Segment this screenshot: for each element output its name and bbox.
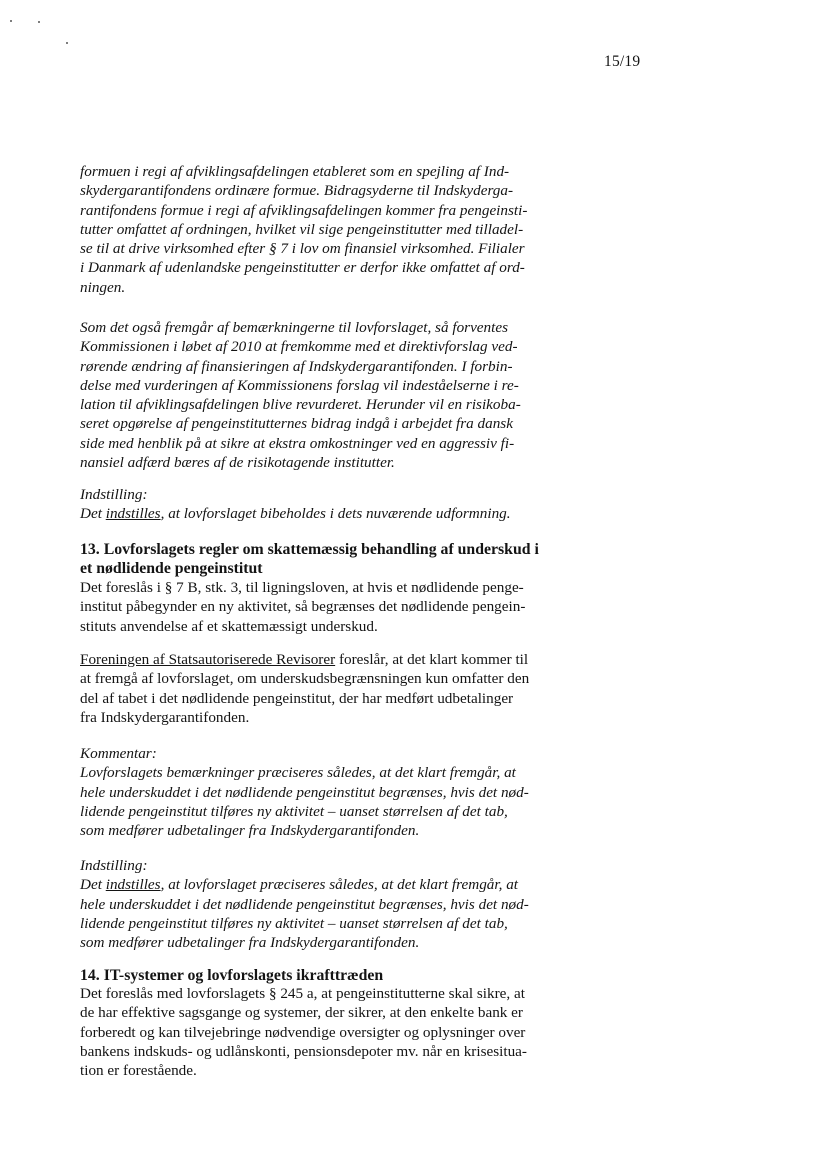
paragraph-text: Som det også fremgår af bemærkningerne til lovforslaget, så forventes Kommissionen i løbet af 2010 at fremkomme med et direktivforslag ved- rørende ændring af finansieringen af Indskydergarantifonden. I forbin- delse med vurderingen af Kommissionens forslag vil indeståelserne i re- lation til afviklingsafdelingen blive revurderet. Herunder vil en risikoba- seret opgørelse af pengeinstitutternes bidrag indgå i arbejdet fra dansk side med henblik på at sikre at ekstra omkostninger ved en aggressiv fi- nansiel adfærd bæres af de risikotagende institutter. (80, 319, 521, 472)
paragraph-text: Det foreslås i § 7 B, stk. 3, til ligningsloven, at hvis et nødlidende penge- institut påbegynder en ny aktivitet, så begrænses det nødlidende pengein- stituts anvendelse af et skattemæssigt underskud. (80, 579, 526, 635)
indstilles-underlined: indstilles (105, 505, 161, 523)
paragraph-text: Det foreslås med lovforslagets § 245 a, at pengeinstitutterne skal sikre, at de har effektive sagsgange og systemer, der sikrer, at den enkelte bank er forberedt og kan tilvejebringe nødvendige oversigter og oplysninger over bankens indskuds- og udlånskonti, pensionsdepoter mv. når en krisesitua- tion er forestående. (80, 985, 527, 1080)
indstilling-2 (80, 856, 556, 952)
paragraph-fsr (80, 650, 556, 727)
indstilling-prefix: Det (80, 876, 106, 894)
organisation-name: Foreningen af Statsautoriserede Revisorer (80, 651, 336, 668)
kommentar (80, 744, 556, 840)
indstilling-text (80, 875, 556, 952)
indstilling-label: Indstilling: (80, 857, 148, 874)
paragraph-ligningsloven (80, 578, 556, 636)
indstilling-prefix: Det (80, 505, 106, 523)
section-heading-14: 14. IT-systemer og lovforslagets ikrafttræden (80, 967, 384, 984)
indstilling-label: Indstilling: (80, 486, 148, 503)
paragraph-text: formuen i regi af afviklingsafdelingen etableret som en spejling af Ind- skydergarantifondens ordinære formue. Bidragsyderne til Indskyderga- rantifondens formue i regi af afviklingsafdelingen kommer fra pengeinsti- tutter omfattet af ordningen, hvilket vil sige pengeinstitutter med tilladel- se til at drive virksomhed efter § 7 i lov om finansiel virksomhed. Filialer i Danmark af udenlandske pengeinstitutter er derfor ikke omfattet af ord- ningen. (80, 163, 528, 296)
indstilling-text (80, 504, 556, 523)
indstilling-rest: , at lovforslaget præciseres således, at det klart fremgår, at hele underskuddet i det nødlidende pengeinstitut begrænses, hvis det nød- lidende pengeinstitut tilføres ny aktivitet – uanset størrelsen af det tab, som medfører udbetalinger fra Indskydergarantifonden. (80, 876, 529, 952)
paragraph-it-systemer (80, 984, 556, 1080)
paragraph-text (80, 650, 556, 727)
paragraph-kommissionen (80, 318, 556, 472)
section-heading-13: 13. Lovforslagets regler om skattemæssig behandling af underskud i et nødlidende pengeinstitut (80, 541, 539, 577)
indstilles-underlined: indstilles (105, 876, 161, 894)
kommentar-text: Lovforslagets bemærkninger præciseres således, at det klart fremgår, at hele underskuddet i det nødlidende pengeinstitut begrænses, hvis det nød- lidende pengeinstitut tilføres ny aktivitet – uanset størrelsen af det tab, som medfører udbetalinger fra Indskydergarantifonden. (80, 764, 529, 840)
indstilling-rest: , at lovforslaget bibeholdes i dets nuværende udformning. (160, 505, 511, 523)
paragraph-rest: foreslår, at det klart kommer til at fremgå af lovforslaget, om underskudsbegrænsningen kun omfatter den del af tabet i det nødlidende pengeinstitut, der har medført udbetalinger fra Indskydergarantifonden. (80, 651, 530, 726)
kommentar-label: Kommentar: (80, 745, 157, 762)
indstilling-1 (80, 485, 556, 524)
paragraph-afviklingsafdelingen (80, 162, 556, 297)
page-number: 15/19 (604, 53, 641, 70)
